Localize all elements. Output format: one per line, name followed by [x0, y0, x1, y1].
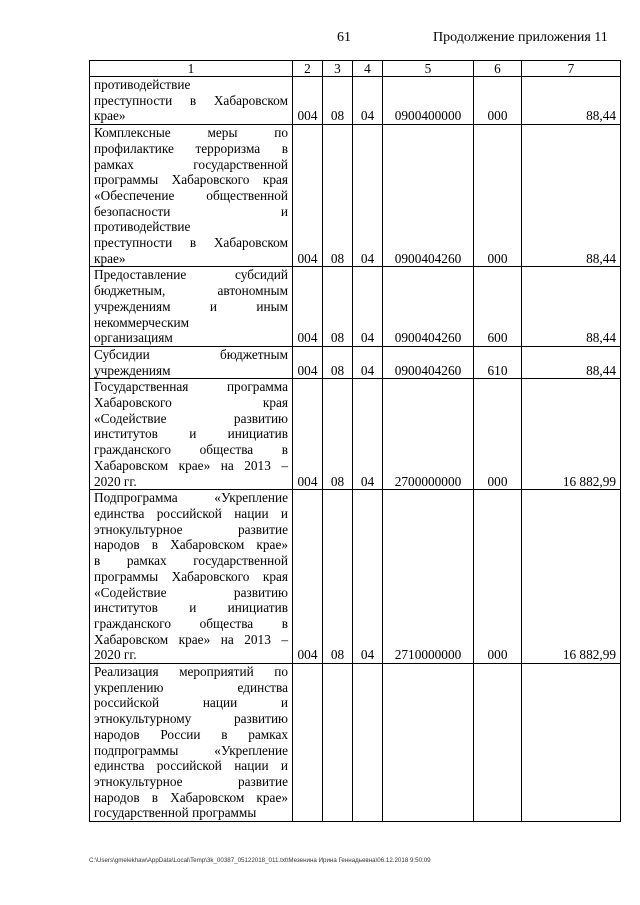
ministry-code: 004: [293, 490, 323, 664]
subsection-code: 04: [353, 379, 383, 490]
table-body: [90, 77, 621, 822]
subsection-code: 04: [353, 77, 383, 125]
description-line: Комплексные меры по: [94, 125, 288, 141]
amount-value: 16 882,99: [522, 379, 621, 490]
expense-type-code: 000: [474, 379, 522, 490]
target-article-code: 0900404260: [383, 346, 474, 378]
subsection-code: [353, 664, 383, 822]
ministry-code: 004: [293, 125, 323, 267]
amount-value: 88,44: [522, 77, 621, 125]
target-article-code: 0900404260: [383, 125, 474, 267]
ministry-code: 004: [293, 77, 323, 125]
target-article-code: 2700000000: [383, 379, 474, 490]
description-line: институтов и инициатив: [94, 600, 288, 616]
column-header: 6: [474, 61, 522, 77]
description-line: этнокультурное развитие: [94, 521, 288, 537]
section-code: 08: [323, 490, 353, 664]
target-article-code: 0900404260: [383, 267, 474, 347]
description-line: 2020 гг.: [94, 473, 137, 489]
table-row: [90, 77, 621, 125]
description-line: некоммерческим: [94, 314, 190, 330]
ministry-code: [293, 664, 323, 822]
row-description: [90, 346, 293, 378]
description-line: противодействие: [94, 219, 191, 235]
description-line: этнокультурному развитию: [94, 711, 288, 727]
appendix-caption: Продолжение приложения 11: [433, 30, 608, 45]
description-line: учреждениям: [94, 362, 171, 378]
column-header: 5: [383, 61, 474, 77]
description-line: «Содействие развитию: [94, 584, 288, 600]
row-description: [90, 77, 293, 125]
expense-type-code: 600: [474, 267, 522, 347]
expense-type-code: [474, 664, 522, 822]
description-line: народов России в рамках: [94, 726, 288, 742]
ministry-code: 004: [293, 267, 323, 347]
description-line: гражданского общества в: [94, 442, 288, 458]
description-line: в рамках государственной: [94, 553, 288, 569]
description-line: программы Хабаровского края: [94, 172, 288, 188]
column-header: 4: [353, 61, 383, 77]
description-line: единства российской нации и: [94, 758, 288, 774]
description-line: институтов и инициатив: [94, 426, 288, 442]
description-line: Реализация мероприятий по: [94, 664, 288, 680]
description-line: народов в Хабаровском крае»: [94, 537, 288, 553]
description-line: российской нации и: [94, 695, 288, 711]
description-line: народов в Хабаровском крае»: [94, 789, 288, 805]
description-line: преступности в Хабаровском: [94, 92, 288, 108]
target-article-code: 0900400000: [383, 77, 474, 125]
expense-type-code: 000: [474, 77, 522, 125]
description-line: крае»: [94, 108, 126, 124]
section-code: 08: [323, 346, 353, 378]
section-code: 08: [323, 77, 353, 125]
row-description: [90, 267, 293, 347]
column-header: 7: [522, 61, 621, 77]
target-article-code: 2710000000: [383, 490, 474, 664]
subsection-code: 04: [353, 267, 383, 347]
section-code: 08: [323, 379, 353, 490]
description-line: профилактике терроризма в: [94, 140, 288, 156]
section-code: 08: [323, 267, 353, 347]
description-line: Государственная программа: [94, 379, 288, 395]
expense-type-code: 000: [474, 490, 522, 664]
table-row: [90, 346, 621, 378]
description-line: подпрограммы «Укрепление: [94, 742, 288, 758]
budget-table: [89, 60, 621, 822]
file-path-footer: C:\Users\gmelekhaw\AppData\Local\Temp\3k_00387_05122018_011.txt\Мезенина Ирина Геннадьевна\06.12.2018 9:50:09: [89, 857, 431, 864]
description-line: этнокультурное развитие: [94, 773, 288, 789]
row-description: [90, 664, 293, 822]
amount-value: 88,44: [522, 125, 621, 267]
amount-value: [522, 664, 621, 822]
description-line: «Содействие развитию: [94, 410, 288, 426]
page-number: 61: [337, 30, 351, 45]
description-line: 2020 гг.: [94, 647, 137, 663]
table-row: [90, 490, 621, 664]
subsection-code: 04: [353, 490, 383, 664]
amount-value: 88,44: [522, 346, 621, 378]
description-line: единства российской нации и: [94, 505, 288, 521]
description-line: бюджетным, автономным: [94, 283, 288, 299]
table-row: [90, 664, 621, 822]
column-header: 3: [323, 61, 353, 77]
section-code: 08: [323, 125, 353, 267]
description-line: государственной программы: [94, 805, 257, 821]
description-line: Предоставление субсидий: [94, 267, 288, 283]
amount-value: 16 882,99: [522, 490, 621, 664]
column-header: 1: [90, 61, 293, 77]
description-line: Подпрограмма «Укрепление: [94, 490, 288, 506]
row-description: [90, 490, 293, 664]
description-line: противодействие: [94, 77, 191, 92]
table-row: [90, 379, 621, 490]
description-line: Субсидии бюджетным: [94, 346, 288, 362]
column-numbers-row: [90, 61, 621, 77]
ministry-code: 004: [293, 346, 323, 378]
expense-type-code: 610: [474, 346, 522, 378]
row-description: [90, 379, 293, 490]
description-line: программы Хабаровского края: [94, 568, 288, 584]
description-line: безопасности и: [94, 203, 288, 219]
table-row: [90, 267, 621, 347]
description-line: преступности в Хабаровском: [94, 235, 288, 251]
subsection-code: 04: [353, 125, 383, 267]
description-line: организациям: [94, 330, 173, 346]
description-line: укреплению единства: [94, 679, 288, 695]
amount-value: 88,44: [522, 267, 621, 347]
description-line: крае»: [94, 250, 126, 266]
section-code: [323, 664, 353, 822]
column-header: 2: [293, 61, 323, 77]
ministry-code: 004: [293, 379, 323, 490]
subsection-code: 04: [353, 346, 383, 378]
description-line: рамках государственной: [94, 156, 288, 172]
row-description: [90, 125, 293, 267]
target-article-code: [383, 664, 474, 822]
description-line: Хабаровском крае» на 2013 –: [94, 631, 288, 647]
description-line: «Обеспечение общественной: [94, 187, 288, 203]
description-line: Хабаровском крае» на 2013 –: [94, 457, 288, 473]
description-line: гражданского общества в: [94, 615, 288, 631]
description-line: учреждениям и иным: [94, 298, 288, 314]
table-row: [90, 125, 621, 267]
expense-type-code: 000: [474, 125, 522, 267]
description-line: Хабаровского края: [94, 395, 288, 411]
